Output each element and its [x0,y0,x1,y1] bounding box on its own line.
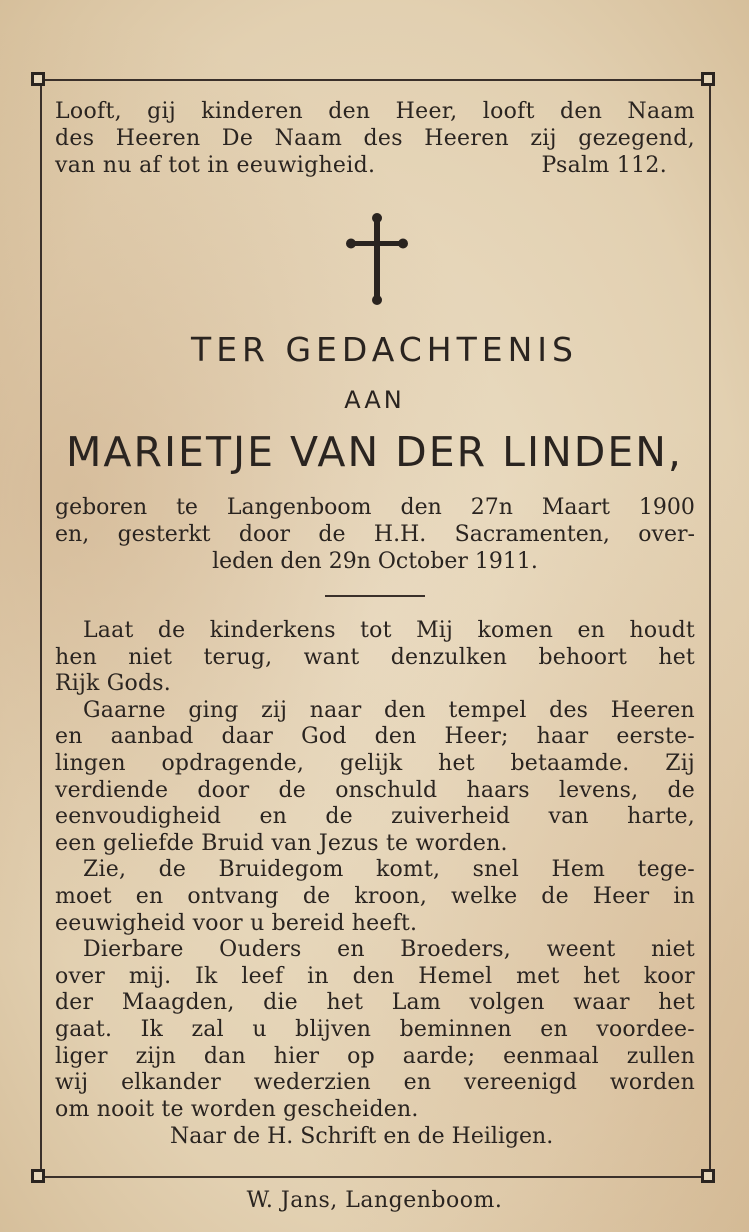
word: en [403,1070,432,1096]
word: terug, [203,644,273,670]
word: komt, [375,857,441,883]
text-line [55,964,695,991]
word: de [158,857,187,883]
corner-ornament-bottom-left [31,1169,45,1183]
card-title: TER GEDACHTENIS [191,330,578,369]
text-line: Rijk Gods. [55,671,171,697]
word: lingen [55,750,126,776]
text-line [55,751,695,778]
word: met [516,963,560,989]
corner-ornament-top-right [701,72,715,86]
word: Heeren [115,126,201,151]
word: haar [536,724,589,750]
word: blijven [295,1016,372,1042]
word: en [259,804,288,830]
word: levens, [558,777,639,803]
word: de [318,522,346,547]
word: kinderen [201,99,303,124]
word: en [55,724,83,750]
memorial-text [55,618,695,1123]
word: De [221,126,254,151]
word: het [326,990,364,1016]
word: over- [638,522,695,547]
text-line [55,1017,695,1044]
word: koor [643,963,695,989]
word: Gaarne [83,697,166,723]
word: Ik [140,1016,164,1042]
word: H.H. [373,522,427,547]
word: ging [188,697,239,723]
word: de [278,777,306,803]
word: den [374,724,417,750]
text-line [55,990,695,1017]
word: den [400,495,442,520]
word: Heer; [444,724,509,750]
text-line [55,1044,695,1071]
word: het [438,750,475,776]
birth-line [55,494,695,521]
word: op [347,1043,375,1069]
signoff: Naar de H. Schrift en de Heiligen. [170,1124,554,1149]
word: liger [55,1043,108,1069]
word: en, [55,522,90,547]
text-line [55,98,695,125]
divider [325,595,425,597]
word: gezegend, [578,126,695,151]
birth-death-details [55,494,695,575]
word: tempel [448,697,527,723]
word: gij [147,99,176,124]
psalm-reference: Psalm 112. [541,153,667,178]
word: mij. [128,963,172,989]
text-line: om nooit te worden gescheiden. [55,1096,419,1122]
word: houdt [629,618,695,643]
text-line [55,698,695,725]
word: den [384,697,426,723]
word: Dierbare [83,937,184,963]
word: zal [191,1016,224,1042]
corner-ornament-top-left [31,72,45,86]
word: Lam [391,990,441,1016]
left-border [40,79,42,1177]
word: de [667,777,695,803]
word: harte, [627,804,695,830]
word: en [135,883,164,909]
card-subtitle: AAN [344,386,405,414]
word: leef [241,963,284,989]
word: over [55,963,106,989]
word: en [337,937,365,963]
word: worden [609,1070,695,1096]
word: gesterkt [117,522,211,547]
word: de [157,618,186,643]
word: eenvoudigheid [55,804,222,830]
word: tot [360,618,392,643]
word: want [303,644,360,670]
word: zij [530,126,557,151]
word: volgen [469,990,545,1016]
text-line [55,125,695,152]
text-line [55,618,695,645]
word: moet [55,883,112,909]
word: wij [55,1070,89,1096]
word: Sacramenten, [454,522,610,547]
word: den [560,99,603,124]
word: verdiende [55,777,169,803]
word: der [55,990,94,1016]
psalm-last-line: van nu af tot in eeuwigheid. [55,153,376,178]
word: beminnen [399,1016,512,1042]
word: kinderkens [209,618,336,643]
word: eerste- [616,724,695,750]
word: zullen [626,1043,695,1069]
word: ontvang [187,883,279,909]
text-line [55,1070,695,1097]
word: looft [482,99,535,124]
word: en [540,1016,568,1042]
word: u [252,1016,267,1042]
word: het [583,963,620,989]
word: waar [573,990,630,1016]
word: het [658,990,695,1016]
word: zij [261,697,288,723]
top-border [40,79,710,81]
word: door [197,777,250,803]
death-line: leden den 29n October 1911. [212,549,538,574]
word: den [352,963,395,989]
word: en [577,618,606,643]
word: des [55,126,95,151]
word: des [363,126,403,151]
word: Maart [541,495,610,520]
word: de [325,804,353,830]
printer-imprint: W. Jans, Langenboom. [246,1188,503,1213]
word: komen [477,618,554,643]
word: Bruidegom [218,857,344,883]
text-line [55,937,695,964]
word: Laat [83,618,134,643]
word: Maagden, [121,990,235,1016]
word: Zij [665,750,695,776]
word: onschuld [335,777,438,803]
word: daar [221,724,274,750]
word: naar [309,697,362,723]
word: aarde; [402,1043,476,1069]
word: Langenboom [226,495,372,520]
bottom-border [40,1176,710,1178]
text-line [55,804,695,831]
right-border [709,79,711,1177]
word: aanbad [110,724,194,750]
word: Naam [627,99,695,124]
word: Ik [195,963,218,989]
word: wederzien [253,1070,371,1096]
word: Broeders, [400,937,511,963]
word: Ouders [219,937,302,963]
word: zuiverheid [391,804,511,830]
text-line [55,857,695,884]
sacrament-line [55,521,695,548]
word: Hemel [418,963,493,989]
word: de [302,883,331,909]
word: welke [451,883,518,909]
word: opdragende, [161,750,305,776]
deceased-name: MARIETJE VAN DER LINDEN, [66,428,683,476]
word: hier [273,1043,320,1069]
word: eenmaal [503,1043,599,1069]
word: Heeren [610,697,695,723]
word: God [301,724,347,750]
word: hen [55,644,97,670]
word: de [541,883,569,909]
word: betaamde. [510,750,630,776]
word: het [658,644,695,670]
psalm-verse [55,98,695,179]
text-line [55,645,695,672]
word: niet [651,937,695,963]
word: geboren [55,495,148,520]
cross-icon [346,212,408,306]
word: 1900 [638,495,695,520]
word: snel [472,857,519,883]
word: Heer, [395,99,458,124]
text-line [55,884,695,911]
word: weent [546,937,616,963]
word: voordee- [596,1016,695,1042]
word: gelijk [339,750,403,776]
word: den [328,99,371,124]
word: Heer [592,883,650,909]
word: tege- [637,857,695,883]
text-line [55,778,695,805]
word: denzulken [390,644,508,670]
word: gaat. [55,1016,113,1042]
word: kroon, [354,883,428,909]
word: zijn [135,1043,176,1069]
word: door [238,522,291,547]
word: Naam [274,126,343,151]
word: die [263,990,298,1016]
word: elkander [121,1070,221,1096]
word: Mij [416,618,454,643]
word: Looft, [55,99,122,124]
text-line [55,724,695,751]
text-line: eeuwigheid voor u bereid heeft. [55,910,418,936]
corner-ornament-bottom-right [701,1169,715,1183]
word: Heeren [424,126,509,151]
word: in [673,883,695,909]
word: behoort [538,644,627,670]
word: van [548,804,589,830]
word: 27n [470,495,513,520]
word: te [176,495,198,520]
word: dan [203,1043,246,1069]
text-line: een geliefde Bruid van Jezus te worden. [55,830,508,856]
word: niet [128,644,173,670]
word: Hem [551,857,606,883]
word: haars [466,777,530,803]
word: in [307,963,329,989]
word: Zie, [83,857,127,883]
word: des [549,697,589,723]
word: vereenigd [463,1070,578,1096]
